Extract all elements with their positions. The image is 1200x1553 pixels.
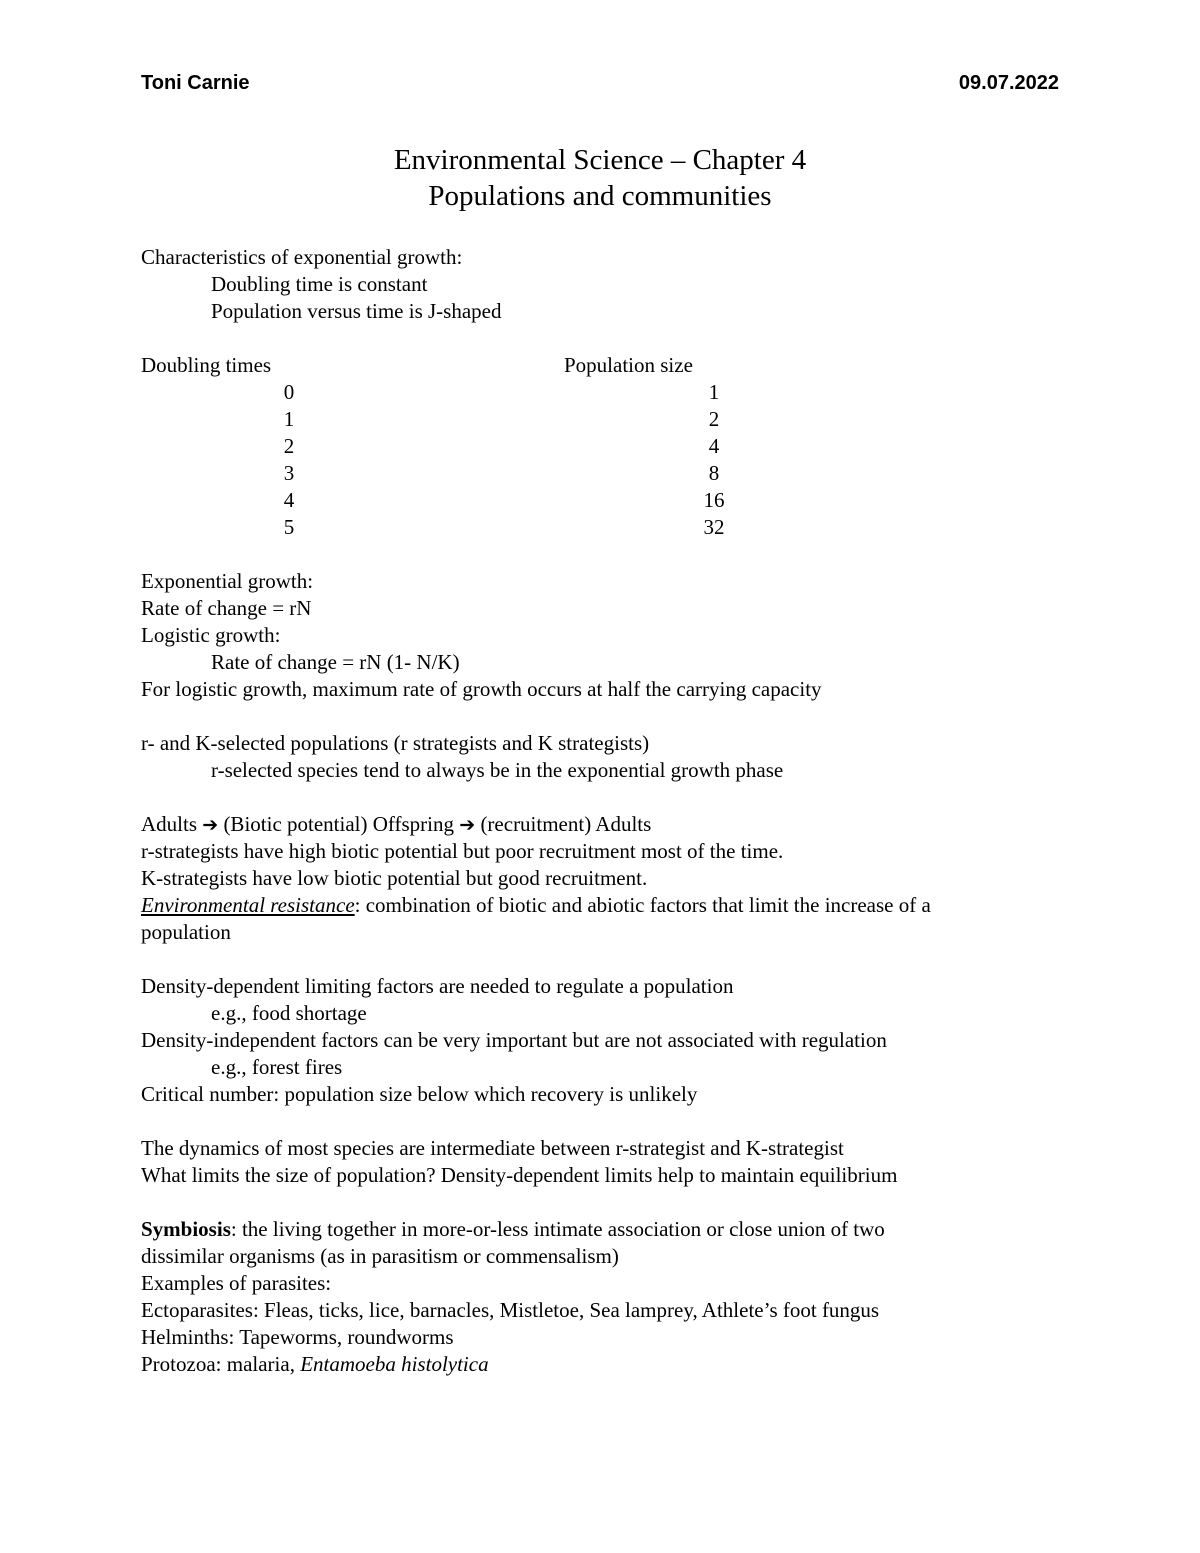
table-row [141, 433, 1071, 460]
doubling-table [141, 352, 1071, 541]
cycle-recruitment: (recruitment) Adults [475, 812, 652, 836]
cycle-line [141, 811, 1071, 838]
cycle-offspring: (Biotic potential) Offspring [218, 812, 460, 836]
log-growth-rate: Rate of change = rN (1- N/K) [211, 650, 460, 674]
doubling-cell: 0 [283, 380, 295, 404]
document-title [0, 142, 1200, 214]
doubling-cell: 3 [283, 461, 295, 485]
exp-chars-item: Population versus time is J-shaped [211, 299, 502, 323]
doubling-cell: 5 [283, 515, 295, 539]
rk-note: r-selected species tend to always be in the exponential growth phase [211, 758, 784, 782]
page-header [141, 72, 1059, 102]
density-dependent: Density-dependent limiting factors are needed to regulate a population [141, 974, 734, 998]
critical-number: Critical number: population size below which recovery is unlikely [141, 1082, 698, 1106]
exp-growth-rate: Rate of change = rN [141, 596, 312, 620]
log-growth-note: For logistic growth, maximum rate of growth occurs at half the carrying capacity [141, 677, 822, 701]
table-row [141, 460, 1071, 487]
dynamics-line-1: The dynamics of most species are intermediate between r-strategist and K-strategist [141, 1136, 844, 1160]
table-row [141, 406, 1071, 433]
cycle-adults: Adults [141, 812, 198, 836]
symbiosis-line [141, 1216, 1071, 1243]
symbiosis-term: Symbiosis [141, 1217, 231, 1241]
table-row [141, 379, 1071, 406]
env-resistance-def-cont: population [141, 920, 231, 944]
dynamics-line-2: What limits the size of population? Density-dependent limits help to maintain equilibrium [141, 1163, 898, 1187]
doubling-cell: 1 [283, 407, 295, 431]
document-body [141, 244, 1071, 1378]
density-independent-example: e.g., forest fires [211, 1055, 343, 1079]
population-cell: 16 [703, 488, 725, 512]
author-name: Toni Carnie [141, 72, 250, 94]
title-line-1: Environmental Science – Chapter 4 [393, 144, 807, 176]
population-cell: 4 [708, 434, 720, 458]
env-resistance-def: : combination of biotic and abiotic factors that limit the increase of a [354, 893, 931, 917]
doubling-cell: 4 [283, 488, 295, 512]
density-independent: Density-independent factors can be very important but are not associated with regulation [141, 1028, 887, 1052]
rk-heading: r- and K-selected populations (r strategists and K strategists) [141, 731, 650, 755]
table-row [141, 514, 1071, 541]
title-line-2: Populations and communities [428, 180, 772, 212]
env-resistance-term: Environmental resistance [141, 893, 355, 917]
population-cell: 32 [703, 515, 725, 539]
exp-chars-heading: Characteristics of exponential growth: [141, 245, 463, 269]
exp-growth-heading: Exponential growth: [141, 569, 314, 593]
population-cell: 8 [708, 461, 720, 485]
parasite-examples-heading: Examples of parasites: [141, 1271, 332, 1295]
r-strategists-line: r-strategists have high biotic potential but poor recruitment most of the time. [141, 839, 784, 863]
log-growth-heading: Logistic growth: [141, 623, 281, 647]
arrow-right-icon: ➔ [202, 814, 219, 836]
col-header-doubling: Doubling times [141, 353, 272, 377]
symbiosis-def: : the living together in more-or-less intimate association or close union of two [230, 1217, 885, 1241]
protozoa-line [141, 1351, 1071, 1378]
col-header-population: Population size [564, 353, 693, 377]
population-cell: 1 [708, 380, 720, 404]
k-strategists-line: K-strategists have low biotic potential but good recruitment. [141, 866, 648, 890]
table-row [141, 487, 1071, 514]
protozoa-species: Entamoeba histolytica [300, 1352, 489, 1376]
env-resistance-line [141, 892, 1071, 919]
population-cell: 2 [708, 407, 720, 431]
table-header-row [141, 352, 1071, 379]
arrow-right-icon: ➔ [459, 814, 476, 836]
protozoa-prefix: Protozoa: malaria, [141, 1352, 301, 1376]
helminths-line: Helminths: Tapeworms, roundworms [141, 1325, 454, 1349]
doubling-cell: 2 [283, 434, 295, 458]
exp-chars-item: Doubling time is constant [211, 272, 428, 296]
document-date: 09.07.2022 [958, 72, 1059, 94]
ectoparasites-line: Ectoparasites: Fleas, ticks, lice, barnacles, Mistletoe, Sea lamprey, Athlete’s foot fungus [141, 1298, 880, 1322]
density-dependent-example: e.g., food shortage [211, 1001, 367, 1025]
symbiosis-def-cont: dissimilar organisms (as in parasitism or commensalism) [141, 1244, 619, 1268]
